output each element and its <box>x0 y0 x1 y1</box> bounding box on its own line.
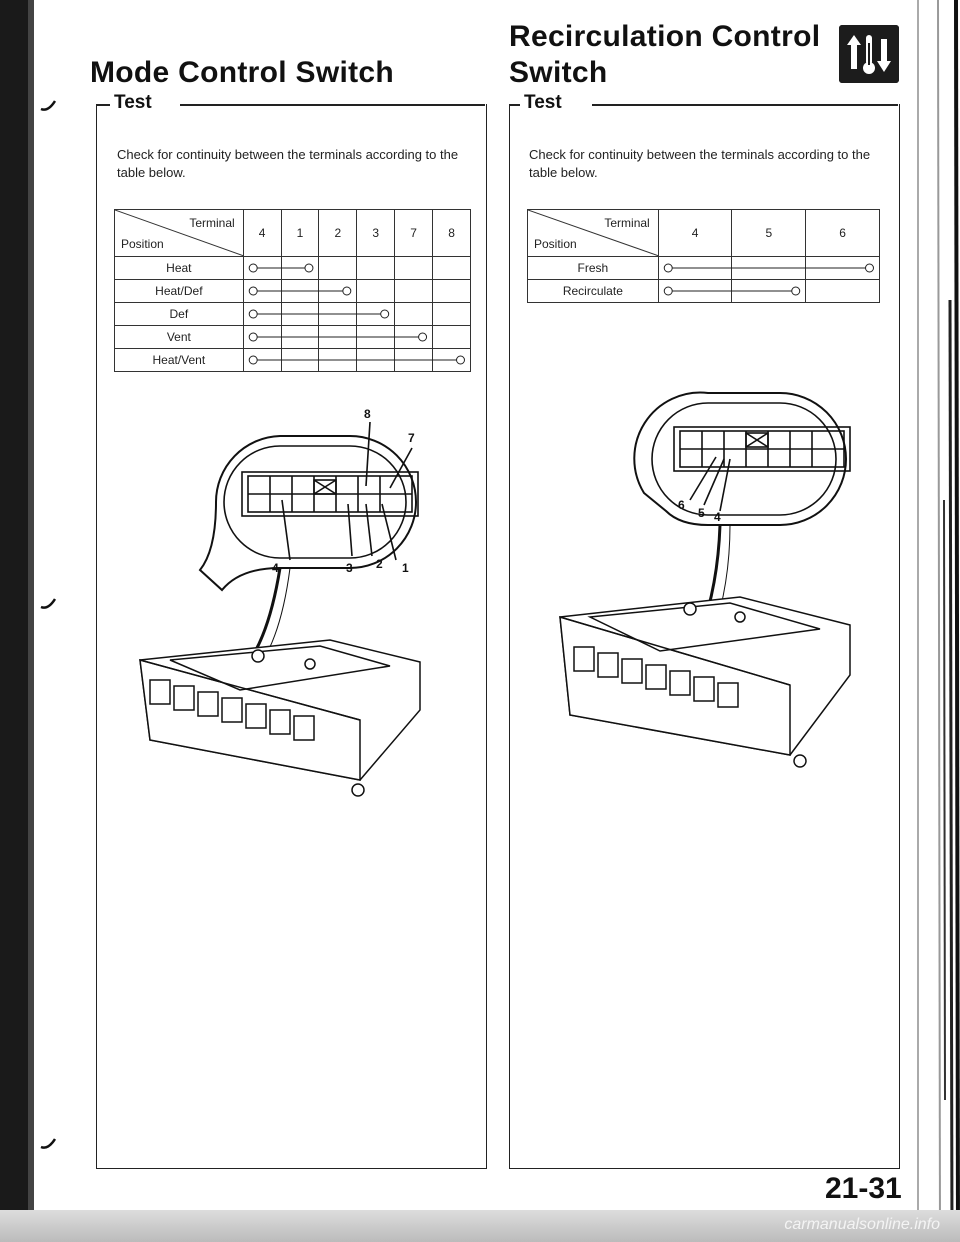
mode-switch-title: Mode Control Switch <box>90 56 395 89</box>
row-label: Heat/Def <box>115 280 244 303</box>
recirc-continuity-table <box>527 209 880 303</box>
panel-top-rule <box>96 104 110 106</box>
column-header: 2 <box>319 210 357 257</box>
mode-continuity-table <box>114 209 471 372</box>
binding-edge <box>0 0 28 1242</box>
mode-test-instruction: Check for continuity between the terminals according to the table below. <box>117 147 459 180</box>
corner-position-label: Position <box>121 237 164 251</box>
table-row <box>115 326 471 349</box>
corner-terminal-label: Terminal <box>189 216 235 230</box>
binding-shadow <box>28 0 34 1242</box>
recirc-switch-title-line2: Switch <box>509 56 608 89</box>
column-header: 6 <box>806 210 880 257</box>
registration-mark <box>40 100 56 112</box>
column-header: 5 <box>732 210 806 257</box>
panel-top-rule <box>509 104 520 106</box>
watermark-text: carmanualsonline.info <box>784 1216 940 1233</box>
row-label: Heat/Vent <box>115 349 244 372</box>
row-label: Heat <box>115 257 244 280</box>
pin-label: 5 <box>698 506 705 520</box>
table-row <box>115 349 471 372</box>
panel-top-rule <box>592 104 898 106</box>
recirc-switch-title-line1: Recirculation Control <box>509 20 821 53</box>
registration-mark <box>40 598 56 610</box>
pin-label: 1 <box>402 561 409 575</box>
panel-top-rule <box>180 104 485 106</box>
column-header: 8 <box>433 210 471 257</box>
pin-label: 4 <box>272 561 279 575</box>
table-row <box>115 257 471 280</box>
column-header: 1 <box>281 210 319 257</box>
pin-label: 6 <box>678 498 685 512</box>
registration-mark <box>40 1138 56 1150</box>
mode-test-label: Test <box>110 92 158 114</box>
scanned-right-edge <box>914 0 960 1242</box>
row-label: Fresh <box>528 257 659 280</box>
row-label: Vent <box>115 326 244 349</box>
table-row <box>115 280 471 303</box>
pin-label: 3 <box>346 561 353 575</box>
table-row <box>528 257 880 280</box>
column-header: 7 <box>395 210 433 257</box>
recirc-test-label: Test <box>520 92 568 114</box>
table-corner <box>115 210 244 257</box>
pin-label: 4 <box>714 510 721 524</box>
pin-label: 8 <box>364 407 371 421</box>
mode-switch-connector-illustration <box>130 400 460 800</box>
table-row <box>115 303 471 326</box>
recirc-switch-connector-illustration <box>540 385 870 785</box>
recirc-test-instruction: Check for continuity between the terminals according to the table below. <box>529 147 871 180</box>
table-corner <box>528 210 659 257</box>
pin-label: 7 <box>408 431 415 445</box>
column-header: 4 <box>658 210 732 257</box>
column-header: 4 <box>243 210 281 257</box>
corner-terminal-label: Terminal <box>604 216 650 230</box>
table-row <box>528 280 880 303</box>
row-label: Recirculate <box>528 280 659 303</box>
climate-control-section-icon <box>839 25 899 83</box>
row-label: Def <box>115 303 244 326</box>
pin-label: 2 <box>376 557 383 571</box>
corner-position-label: Position <box>534 237 577 251</box>
page-number: 21-31 <box>825 1172 902 1205</box>
column-header: 3 <box>357 210 395 257</box>
